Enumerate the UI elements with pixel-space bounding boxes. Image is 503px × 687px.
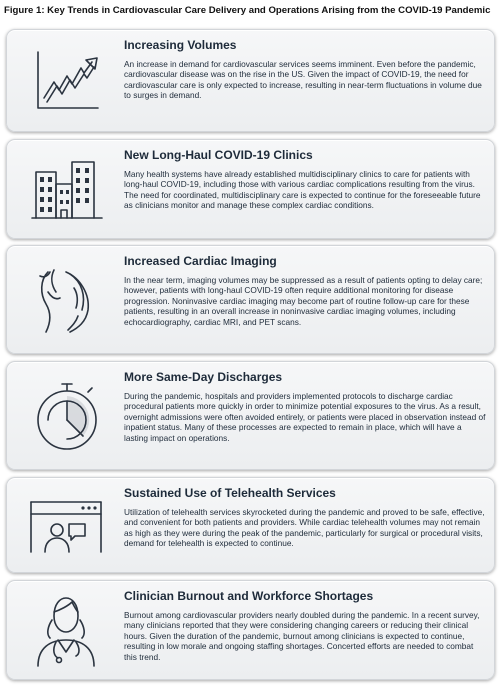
panel-title: New Long-Haul COVID-19 Clinics [124, 148, 313, 162]
panel-body: An increase in demand for cardiovascular services seems imminent. Even before the pandemic, cardiovascular disease was on the rise in the US. Given the impact of COVID-19, the need for cardiovascular care is only expected to increase, resulting in near-term fluctuations in volume due to surges in demand. [124, 59, 482, 101]
trend-panel-clinician-burnout [6, 580, 495, 680]
panel-title: Sustained Use of Telehealth Services [124, 486, 336, 500]
panel-body: During the pandemic, hospitals and providers implemented protocols to discharge cardiac procedural patients more quickly in order to minimize potential exposures to the virus. As a result, overnight admissions were often avoided entirely, or patients were placed in observation instead of inpatient status. Many of these processes are expected to remain in place, which will have a lasting impact on operations. [124, 391, 486, 443]
panel-title: Increasing Volumes [124, 38, 237, 52]
cardiac-imaging-icon [7, 246, 124, 353]
telehealth-window-icon [7, 478, 124, 572]
panel-title: Clinician Burnout and Workforce Shortages [124, 589, 374, 603]
trend-panel-increasing-volumes [6, 29, 495, 132]
panel-body: Burnout among cardiovascular providers nearly doubled during the pandemic. In a recent survey, many clinicians reported that they were considering changing careers or reducing their clinical hours. Given the duration of the pandemic, burnout among clinicians is expected to continue, resulting in low morale and ongoing staffing shortages. Concerted efforts are needed to combat this trend. [124, 610, 480, 662]
clinician-with-stethoscope-icon [7, 581, 124, 679]
figure-title: Figure 1: Key Trends in Cardiovascular Care Delivery and Operations Arising from the COVID-19 Pandemic [4, 5, 491, 16]
panel-body: In the near term, imaging volumes may be suppressed as a result of patients opting to delay care; however, patients with long-haul COVID-19 often require additional monitoring for disease progression. Noninvasive cardiac imaging may become part of routine follow-up care for these patients, resulting in an overall increase in noninvasive cardiac imaging volumes, including echocardiography, cardiac MRI, and PET scans. [124, 275, 483, 327]
panel-title: More Same-Day Discharges [124, 370, 283, 384]
rising-trend-chart-icon [7, 30, 124, 131]
trend-panel-same-day-discharges [6, 361, 495, 470]
stopwatch-icon [7, 362, 124, 469]
trend-panel-cardiac-imaging [6, 245, 495, 354]
panel-title: Increased Cardiac Imaging [124, 254, 277, 268]
trend-panel-long-haul-clinics [6, 139, 495, 239]
trend-panel-telehealth [6, 477, 495, 573]
panel-body: Utilization of telehealth services skyrocketed during the pandemic and proved to be safe, effective, and convenient for both patients and providers. While cardiac telehealth volumes may not remain as high as they were during the peak of the pandemic, particularly for surgical or procedural visits, demand for telehealth is expected to continue. [124, 507, 485, 549]
hospital-buildings-icon [7, 140, 124, 238]
panel-body: Many health systems have already established multidisciplinary clinics to care for patients with long-haul COVID-19, including those with various cardiac complications resulting from the virus. The need for coordinated, multidisciplinary care is expected to continue for the foreseeable future as clinicians monitor and manage these complex cardiac conditions. [124, 169, 481, 211]
